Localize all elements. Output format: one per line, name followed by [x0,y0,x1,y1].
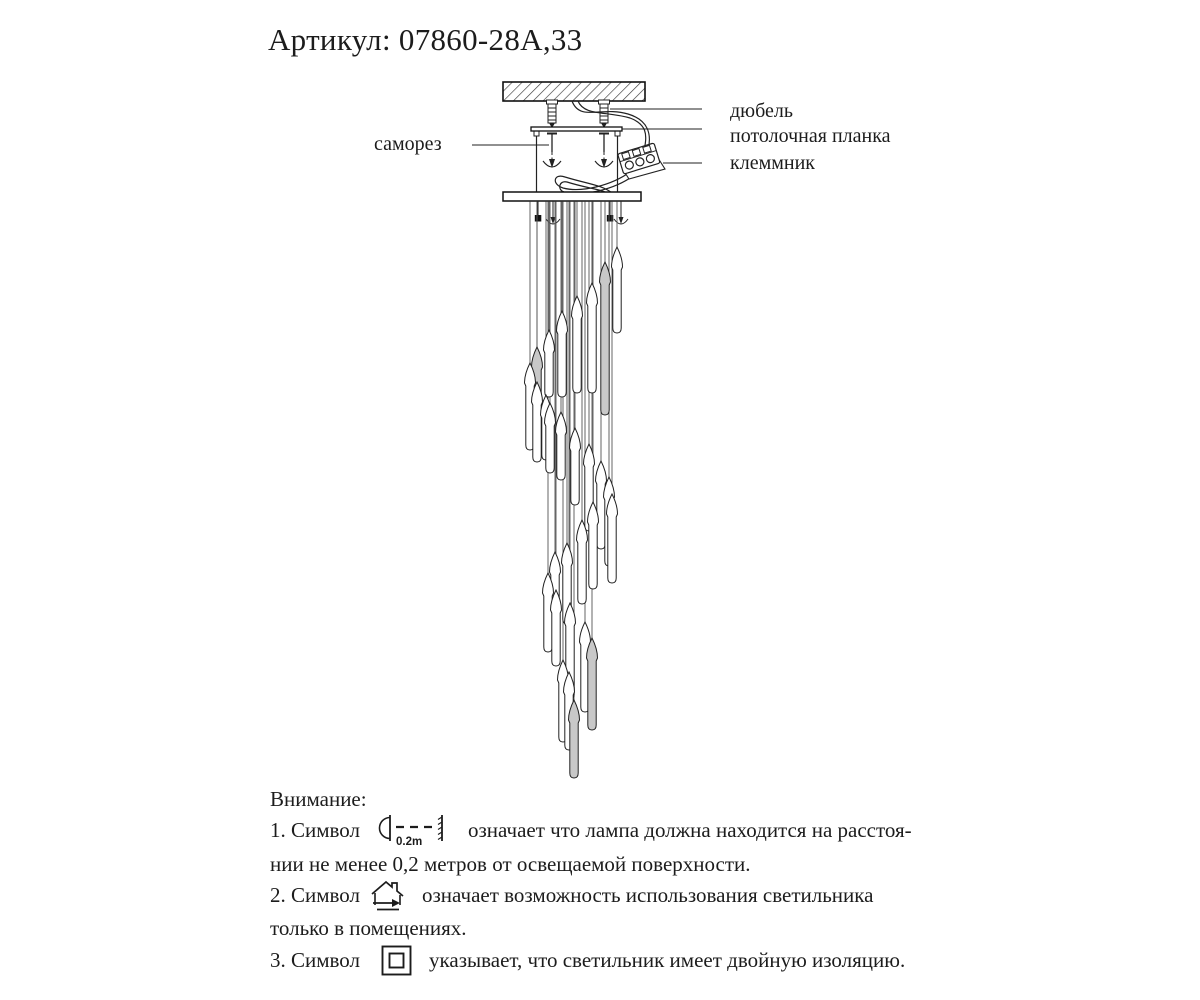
label-screw: саморез [374,133,442,155]
pendant-drop [577,520,588,604]
note-2-continuation: только в помещениях. [270,916,467,940]
label-terminal-block: клеммник [730,152,816,174]
note-1-continuation: нии не менее 0,2 метров от освещаемой поверхности. [270,852,751,876]
ceiling-slab [503,82,645,101]
page-title: Артикул: 07860-28A,33 [268,22,583,57]
notes-heading: Внимание: [270,787,367,811]
note-3-text: указывает, что светильник имеет двойную изоляцию. [429,947,906,972]
screw-left-icon [543,134,561,169]
note-3 [270,942,905,978]
double-insulation-icon [380,944,413,977]
note-1-prefix: 1. Символ [270,817,361,842]
note-2-prefix: 2. Символ [270,882,361,907]
pendant-drop [612,247,623,333]
pendant-drop [587,638,598,730]
pendant-drop [587,283,598,393]
min-distance-value: 0.2m [396,836,423,848]
dowel-left-icon [547,100,558,128]
pendant-drop [557,311,568,397]
note-2-text: означает возможность использования светильника [422,882,874,907]
min-distance-lamp-icon [376,812,452,848]
note-2 [270,877,873,913]
pendant-drop [551,590,562,666]
note-1 [270,812,912,848]
pendant-drop [556,412,567,480]
pendant-drop [532,382,543,462]
pendant-cascade [525,202,623,779]
note-1-text: означает что лампа должна находится на расстоя- [468,817,912,842]
pendant-drop [545,403,556,473]
label-ceiling-plate: потолочная планка [730,125,891,147]
indoor-use-house-icon [370,878,406,912]
label-dowel: дюбель [730,100,794,122]
pendant-drop [572,296,583,393]
note-3-prefix: 3. Символ [270,947,361,972]
pendant-drop [544,330,555,397]
terminal-block [618,143,665,179]
canopy-plate [503,192,641,201]
pendant-drop [600,262,611,415]
pendant-drop [570,428,581,505]
pendant-drop [588,502,599,589]
pendant-drop [607,494,618,583]
screw-right-icon [595,134,613,169]
pendant-drop [569,700,580,778]
leader-lines [472,109,702,163]
